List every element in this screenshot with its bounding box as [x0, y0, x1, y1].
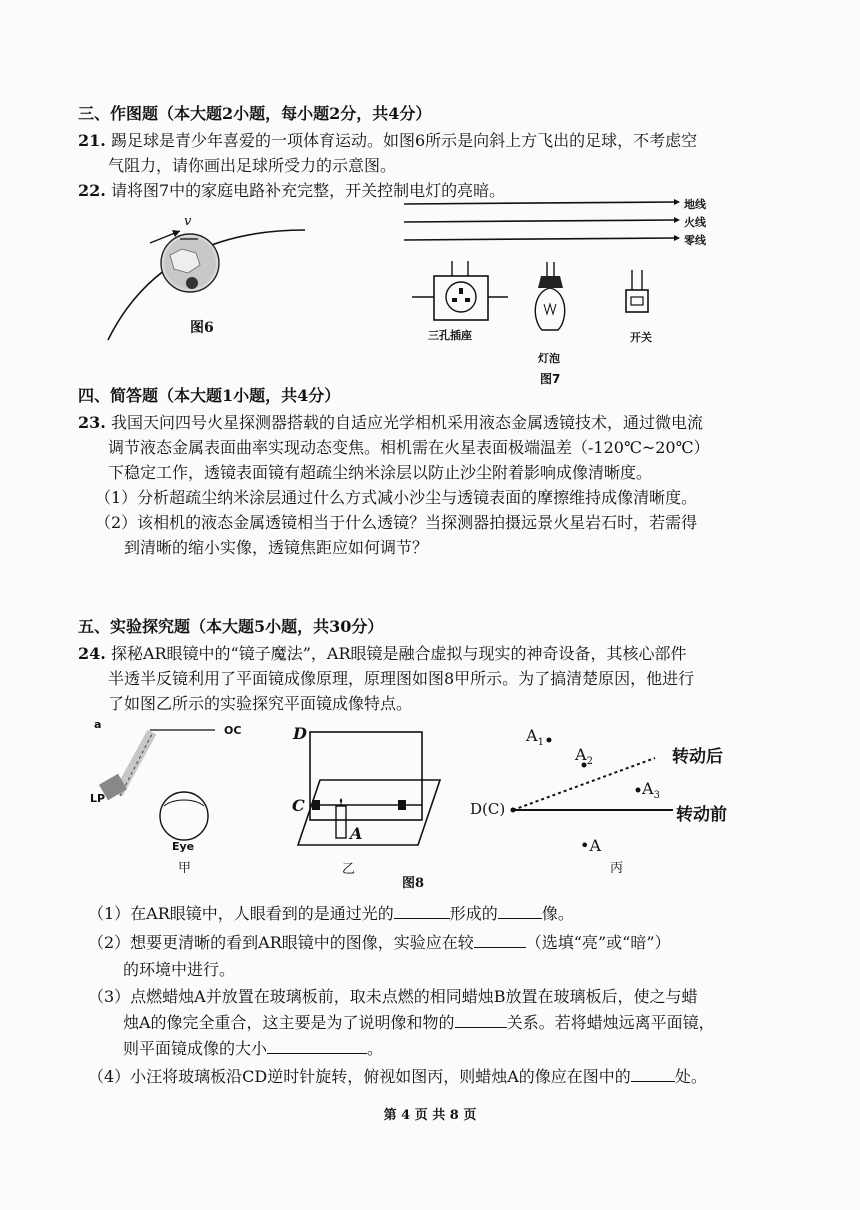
- fig7-neutral-wire-label: 零线: [684, 234, 706, 247]
- fig6-velocity-label: v: [184, 214, 192, 229]
- q24-p3-line1: （3）点燃蜡烛A并放置在玻璃板前，取未点燃的相同蜡烛B放置在玻璃板后，使之与蜡: [88, 987, 698, 1006]
- q24-p3-blank2[interactable]: [267, 1039, 367, 1054]
- fig8-bing-label-a1: [526, 726, 544, 748]
- q24-p1-text-a: （1）在AR眼镜中，人眼看到的是通过光的: [88, 904, 394, 923]
- fig8-jia-label-a: a: [94, 718, 102, 731]
- q24-text1: 探秘AR眼镜中的“镜子魔法”，AR眼镜是融合虚拟与现实的神奇设备，其核心部件: [110, 644, 687, 663]
- q24-p1: [88, 904, 574, 924]
- q24-line2: 半透半反镜利用了平面镜成像原理，原理图如图8甲所示。为了搞清楚原因，他进行: [108, 669, 695, 688]
- q24-p4: [88, 1067, 707, 1087]
- q23-text1: 我国天问四号火星探测器搭载的自适应光学相机采用液态金属透镜技术，通过微电流: [110, 413, 703, 432]
- fig8-jia-label-lp: LP: [90, 792, 106, 805]
- q21-text1: 踢足球是青少年喜爱的一项体育运动。如图6所示是向斜上方飞出的足球，不考虑空: [110, 131, 698, 150]
- q24-p2-line2: 的环境中进行。: [123, 960, 236, 979]
- figure-8-yi-mirror-setup: [290, 720, 450, 860]
- section3-title: 三、作图题（本大题2小题，每小题2分，共4分）: [78, 104, 432, 123]
- fig8-bing-caption: 丙: [610, 861, 624, 876]
- fig8-bing-a1-letter: A: [526, 726, 538, 745]
- q24-p2-blank[interactable]: [474, 933, 526, 948]
- q23-line1: [78, 413, 703, 433]
- fig8-bing-a1-sub: 1: [537, 737, 544, 749]
- fig7-bulb-label: 灯泡: [538, 352, 560, 365]
- fig8-jia-caption: 甲: [178, 861, 192, 876]
- q24-p3-blank1[interactable]: [455, 1013, 507, 1028]
- q24-p3-text-d: 则平面镜成像的大小: [123, 1039, 268, 1058]
- fig8-yi-label-c: C: [292, 796, 305, 815]
- q23-number: 23.: [78, 413, 106, 432]
- q24-p3-text-e: 。: [367, 1039, 384, 1058]
- fig8-bing-a2-letter: A: [575, 745, 587, 764]
- page-footer: 第 4 页 共 8 页: [383, 1108, 477, 1123]
- q24-line1: [78, 644, 687, 664]
- q24-p1-blank2[interactable]: [498, 904, 542, 919]
- fig8-bing-a3-sub: 3: [653, 790, 660, 802]
- q24-p4-blank[interactable]: [631, 1067, 675, 1082]
- fig6-caption: 图6: [190, 320, 214, 336]
- q23-sub2-line2: 到清晰的缩小实像，透镜焦距应如何调节？: [124, 538, 429, 557]
- q21-number: 21.: [78, 131, 106, 150]
- fig8-yi-label-a: A: [350, 824, 363, 843]
- q24-number: 24.: [78, 644, 106, 663]
- q24-p4-text-b: 处。: [674, 1067, 707, 1086]
- section4-title: 四、简答题（本大题1小题，共4分）: [78, 386, 341, 405]
- q24-p2-text-b: （选填“亮”或“暗”）: [525, 933, 671, 952]
- fig8-bing-label-after: 转动后: [672, 747, 723, 767]
- fig8-bing-a2-sub: 2: [586, 756, 593, 768]
- figure-7-circuit: [404, 196, 694, 326]
- fig7-live-wire-label: 火线: [684, 216, 706, 229]
- q24-p1-blank1[interactable]: [394, 904, 450, 919]
- fig7-caption: 图7: [540, 372, 561, 386]
- fig8-caption: 图8: [402, 876, 425, 891]
- q24-line3: 了如图乙所示的实验探究平面镜成像特点。: [108, 694, 413, 713]
- fig8-bing-label-dc: D(C): [470, 800, 506, 818]
- q24-p3-text-b: 烛A的像完全重合，这主要是为了说明像和物的: [123, 1013, 455, 1032]
- q22-text1: 请将图7中的家庭电路补充完整，开关控制电灯的亮暗。: [110, 181, 506, 200]
- q24-p2-text-a: （2）想要更清晰的看到AR眼镜中的图像，实验应在较: [88, 933, 474, 952]
- q23-line2: 调节液态金属表面曲率实现动态变焦。相机需在火星表面极端温差（-120℃~20℃）: [108, 438, 710, 457]
- fig8-jia-label-oc: OC: [224, 724, 242, 737]
- q21-line1: [78, 131, 697, 151]
- fig8-bing-label-a: •A: [580, 836, 601, 855]
- fig8-jia-label-eye: Eye: [172, 840, 195, 853]
- q24-p3-line3: [123, 1039, 383, 1059]
- q22-number: 22.: [78, 181, 106, 200]
- q24-p3-text-c: 关系。若将蜡烛远离平面镜，: [506, 1013, 715, 1032]
- fig7-socket-label: 三孔插座: [428, 329, 472, 342]
- fig8-yi-caption: 乙: [342, 862, 356, 877]
- fig8-bing-label-before: 转动前: [676, 805, 727, 825]
- q24-p3-line2: [123, 1013, 715, 1033]
- q21-line2: 气阻力，请你画出足球所受力的示意图。: [108, 156, 397, 175]
- fig7-switch-label: 开关: [630, 331, 652, 344]
- fig8-bing-label-a2: [575, 745, 593, 767]
- q23-line3: 下稳定工作，透镜表面镜有超疏尘纳米涂层以防止沙尘附着影响成像清晰度。: [108, 463, 653, 482]
- q23-sub1: （1）分析超疏尘纳米涂层通过什么方式减小沙尘与透镜表面的摩擦维持成像清晰度。: [95, 488, 698, 507]
- fig7-ground-wire-label: 地线: [684, 198, 706, 211]
- fig8-yi-label-d: D: [293, 724, 307, 743]
- q24-p2: [88, 933, 671, 953]
- section5-title: 五、实验探究题（本大题5小题，共30分）: [78, 617, 384, 636]
- q24-p1-text-c: 像。: [541, 904, 574, 923]
- figure-8-jia-ar-diagram: [90, 718, 230, 858]
- fig8-bing-a3-letter: A: [642, 779, 654, 798]
- q24-p4-text-a: （4）小汪将玻璃板沿CD逆时针旋转，俯视如图丙，则蜡烛A的像应在图中的: [88, 1067, 631, 1086]
- fig8-bing-label-a3: [642, 779, 660, 801]
- q24-p1-text-b: 形成的: [449, 904, 498, 923]
- q23-sub2-line1: （2）该相机的液态金属透镜相当于什么透镜？当探测器拍摄远景火星岩石时，若需得: [95, 513, 698, 532]
